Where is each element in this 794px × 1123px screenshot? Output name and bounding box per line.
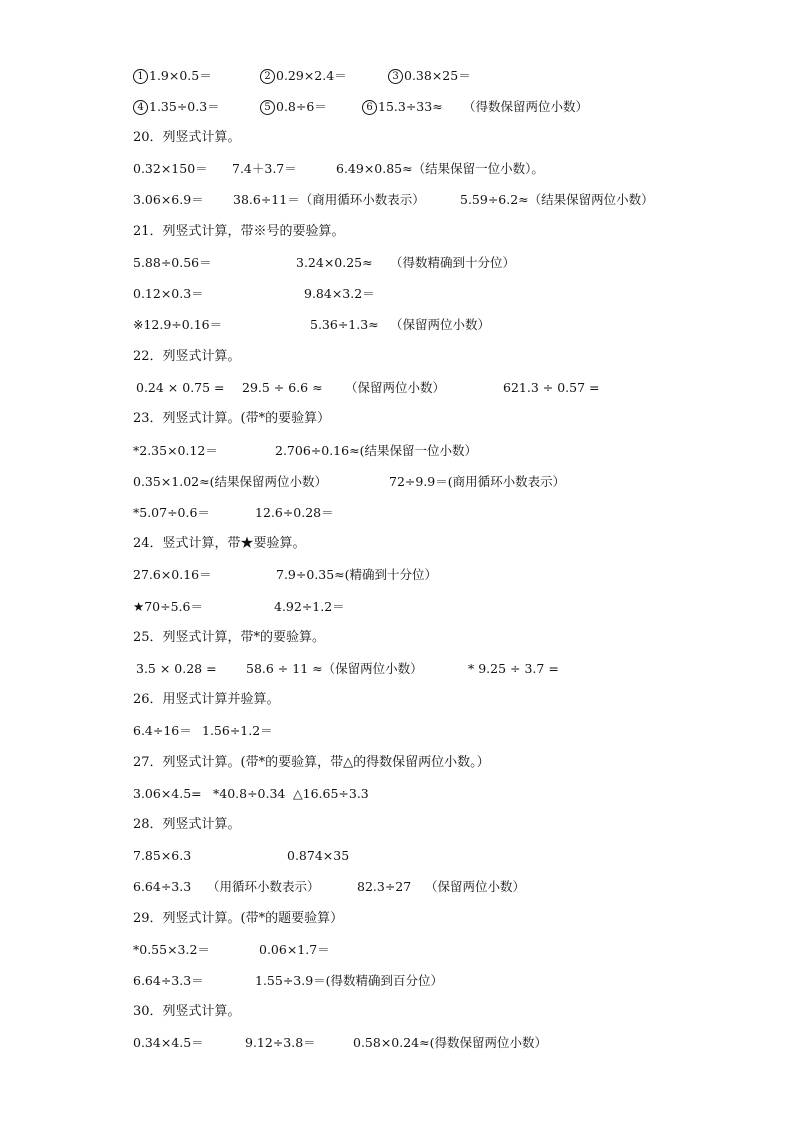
problem-item [133, 1033, 204, 1053]
expression-text: 5.59÷6.2≈（结果保留两位小数） [460, 192, 654, 207]
heading-text [133, 628, 325, 648]
question-heading [0, 409, 794, 429]
expression-text: * 9.25 ÷ 3.7 = [468, 661, 559, 676]
expression-text: 2.706÷0.16≈(结果保留一位小数） [275, 443, 477, 458]
expression-text: 0.06×1.7＝ [259, 942, 330, 957]
expression-text: 82.3÷27 [357, 879, 412, 894]
problem-row [0, 784, 794, 804]
expression-text: 72÷9.9＝(商用循环小数表示） [389, 474, 566, 489]
problem-row [0, 472, 794, 492]
problem-row [0, 940, 794, 960]
problem-item [133, 315, 222, 335]
expression-text: （得数保留两位小数） [463, 99, 589, 114]
problem-row [0, 315, 794, 335]
expression-text: 0.32×150＝ [133, 161, 208, 176]
expression-text: 6.64÷3.3＝ [133, 973, 204, 988]
expression-text: 27．列竖式计算。(带*的要验算，带△的得数保留两位小数。） [133, 755, 490, 770]
problem-item [357, 877, 411, 897]
problem-row [0, 597, 794, 617]
expression-text: 1.9×0.5＝ [149, 68, 212, 83]
question-heading [0, 690, 794, 710]
problem-item [296, 253, 373, 273]
question-heading [0, 534, 794, 554]
problem-item [275, 441, 477, 461]
question-heading [0, 347, 794, 367]
problem-item [255, 971, 443, 991]
heading-text [133, 1002, 241, 1022]
expression-text: 29．列竖式计算。(带*的题要验算） [133, 911, 344, 926]
problem-row [0, 565, 794, 585]
expression-text: 7.9÷0.35≈(精确到十分位） [276, 567, 438, 582]
expression-text: 21．列竖式计算，带※号的要验算。 [133, 224, 345, 239]
heading-text [133, 222, 345, 242]
problem-item [246, 659, 423, 679]
problem-row [0, 1033, 794, 1053]
problem-item [503, 378, 599, 398]
problem-item [133, 971, 204, 991]
expression-text: 15.3÷33≈ [378, 99, 443, 114]
heading-text [133, 690, 280, 710]
expression-text: 25．列竖式计算，带*的要验算。 [133, 630, 326, 645]
expression-text: *0.55×3.2＝ [133, 942, 210, 957]
problem-item [274, 597, 345, 617]
expression-text: 1.55÷3.9＝(得数精确到百分位） [255, 973, 444, 988]
problem-row [0, 721, 794, 741]
problem-item [353, 1033, 547, 1053]
problem-item [245, 1033, 316, 1053]
expression-text: 26．用竖式计算并验算。 [133, 692, 280, 707]
expression-text: 28．列竖式计算。 [133, 817, 241, 832]
problem-item [388, 66, 471, 86]
expression-text: 9.12÷3.8＝ [245, 1035, 316, 1050]
expression-text: 0.874×35 [287, 848, 350, 863]
problem-item [202, 721, 273, 741]
problem-row [0, 190, 794, 210]
problem-item [425, 877, 525, 897]
item-number: 3 [388, 69, 403, 84]
problem-item [133, 159, 208, 179]
expression-text: △16.65÷3.3 [293, 786, 369, 801]
problem-row [0, 971, 794, 991]
expression-text: ※12.9÷0.16＝ [133, 317, 223, 332]
problem-item [276, 565, 437, 585]
item-number: 2 [260, 69, 275, 84]
problem-item [242, 378, 323, 398]
problem-item [460, 190, 654, 210]
problem-item [389, 472, 565, 492]
problem-item [232, 159, 297, 179]
expression-text: 58.6 ÷ 11 ≈（保留两位小数） [246, 661, 423, 676]
problem-item [362, 97, 443, 117]
expression-text: 3.24×0.25≈ [296, 255, 373, 270]
expression-text: 0.12×0.3＝ [133, 286, 204, 301]
problem-item [260, 66, 347, 86]
problem-item [133, 284, 204, 304]
problem-item [233, 190, 425, 210]
expression-text: 23．列竖式计算。(带*的要验算） [133, 411, 331, 426]
problem-item [390, 315, 490, 335]
question-heading [0, 909, 794, 929]
problem-row [0, 378, 794, 398]
problem-item [136, 378, 225, 398]
question-heading [0, 1002, 794, 1022]
expression-text: （得数精确到十分位） [390, 255, 516, 270]
expression-text: 12.6÷0.28＝ [255, 505, 334, 520]
problem-item [463, 97, 588, 117]
question-heading [0, 628, 794, 648]
problem-item [468, 659, 559, 679]
expression-text: 621.3 ÷ 0.57 = [503, 380, 600, 395]
problem-row [0, 659, 794, 679]
problem-item [133, 565, 212, 585]
heading-text [133, 815, 241, 835]
problem-row [0, 877, 794, 897]
expression-text: 0.29×2.4＝ [276, 68, 347, 83]
expression-text: 27.6×0.16＝ [133, 567, 212, 582]
expression-text: 38.6÷11＝（商用循环小数表示） [233, 192, 425, 207]
problem-item [213, 784, 285, 804]
expression-text: 0.58×0.24≈(得数保留两位小数） [353, 1035, 547, 1050]
problem-item [304, 284, 375, 304]
problem-item [336, 159, 544, 179]
expression-text: 1.35÷0.3＝ [149, 99, 220, 114]
heading-text [133, 534, 306, 554]
expression-text: 1.56÷1.2＝ [202, 723, 273, 738]
expression-text: 3.06×4.5= [133, 786, 202, 801]
problem-item [133, 940, 210, 960]
item-number: 5 [260, 100, 275, 115]
expression-text: 0.34×4.5＝ [133, 1035, 204, 1050]
problem-row [0, 441, 794, 461]
expression-text: 3.06×6.9＝ [133, 192, 204, 207]
problem-item [133, 97, 220, 117]
expression-text: 7.4＋3.7＝ [232, 161, 297, 176]
expression-text: ★70÷5.6＝ [133, 599, 203, 614]
expression-text: 22．列竖式计算。 [133, 349, 241, 364]
expression-text: 24．竖式计算，带★要验算。 [133, 536, 306, 551]
problem-item [133, 441, 218, 461]
expression-text: *5.07÷0.6＝ [133, 505, 210, 520]
problem-item [136, 659, 217, 679]
problem-item [133, 877, 191, 897]
problem-row [0, 159, 794, 179]
question-heading [0, 815, 794, 835]
expression-text: （保留两位小数） [390, 317, 491, 332]
expression-text: （保留两位小数） [425, 879, 526, 894]
problem-item [345, 378, 445, 398]
heading-text [133, 347, 241, 367]
heading-text [133, 909, 343, 929]
problem-item [133, 846, 191, 866]
expression-text: 20．列竖式计算。 [133, 130, 241, 145]
expression-text: 4.92÷1.2＝ [274, 599, 345, 614]
problem-item [133, 721, 192, 741]
problem-item [260, 97, 327, 117]
expression-text: 0.38×25＝ [404, 68, 471, 83]
problem-item [310, 315, 379, 335]
item-number: 1 [133, 69, 148, 84]
expression-text: （保留两位小数） [345, 380, 446, 395]
expression-text: 0.24 × 0.75 = [136, 380, 225, 395]
problem-item [133, 253, 212, 273]
problem-row [0, 846, 794, 866]
heading-text [133, 409, 330, 429]
heading-text [133, 128, 241, 148]
problem-row [0, 284, 794, 304]
expression-text: 5.88÷0.56＝ [133, 255, 212, 270]
problem-item [133, 503, 210, 523]
question-heading [0, 128, 794, 148]
problem-item [207, 877, 320, 897]
expression-text: *40.8÷0.34 [213, 786, 286, 801]
problem-item [133, 66, 212, 86]
problem-item [133, 597, 203, 617]
problem-item [133, 784, 202, 804]
problem-item [255, 503, 334, 523]
problem-item [259, 940, 330, 960]
problem-row [0, 97, 794, 117]
expression-text: （用循环小数表示） [207, 879, 320, 894]
problem-row [0, 503, 794, 523]
problem-item [133, 190, 204, 210]
expression-text: 9.84×3.2＝ [304, 286, 375, 301]
expression-text: 6.4÷16＝ [133, 723, 192, 738]
expression-text: 6.64÷3.3 [133, 879, 192, 894]
expression-text: 0.8÷6＝ [276, 99, 327, 114]
expression-text: 6.49×0.85≈（结果保留一位小数）。 [336, 161, 544, 176]
problem-item [293, 784, 369, 804]
expression-text: 5.36÷1.3≈ [310, 317, 379, 332]
question-heading [0, 222, 794, 242]
expression-text: 3.5 × 0.28 = [136, 661, 217, 676]
problem-item [287, 846, 349, 866]
question-heading [0, 753, 794, 773]
item-number: 6 [362, 100, 377, 115]
heading-text [133, 753, 490, 773]
problem-row [0, 66, 794, 86]
expression-text: *2.35×0.12＝ [133, 443, 218, 458]
expression-text: 30．列竖式计算。 [133, 1004, 241, 1019]
item-number: 4 [133, 100, 148, 115]
problem-row [0, 253, 794, 273]
expression-text: 29.5 ÷ 6.6 ≈ [242, 380, 323, 395]
expression-text: 7.85×6.3 [133, 848, 192, 863]
expression-text: 0.35×1.02≈(结果保留两位小数） [133, 474, 327, 489]
problem-item [390, 253, 515, 273]
problem-item [133, 472, 327, 492]
